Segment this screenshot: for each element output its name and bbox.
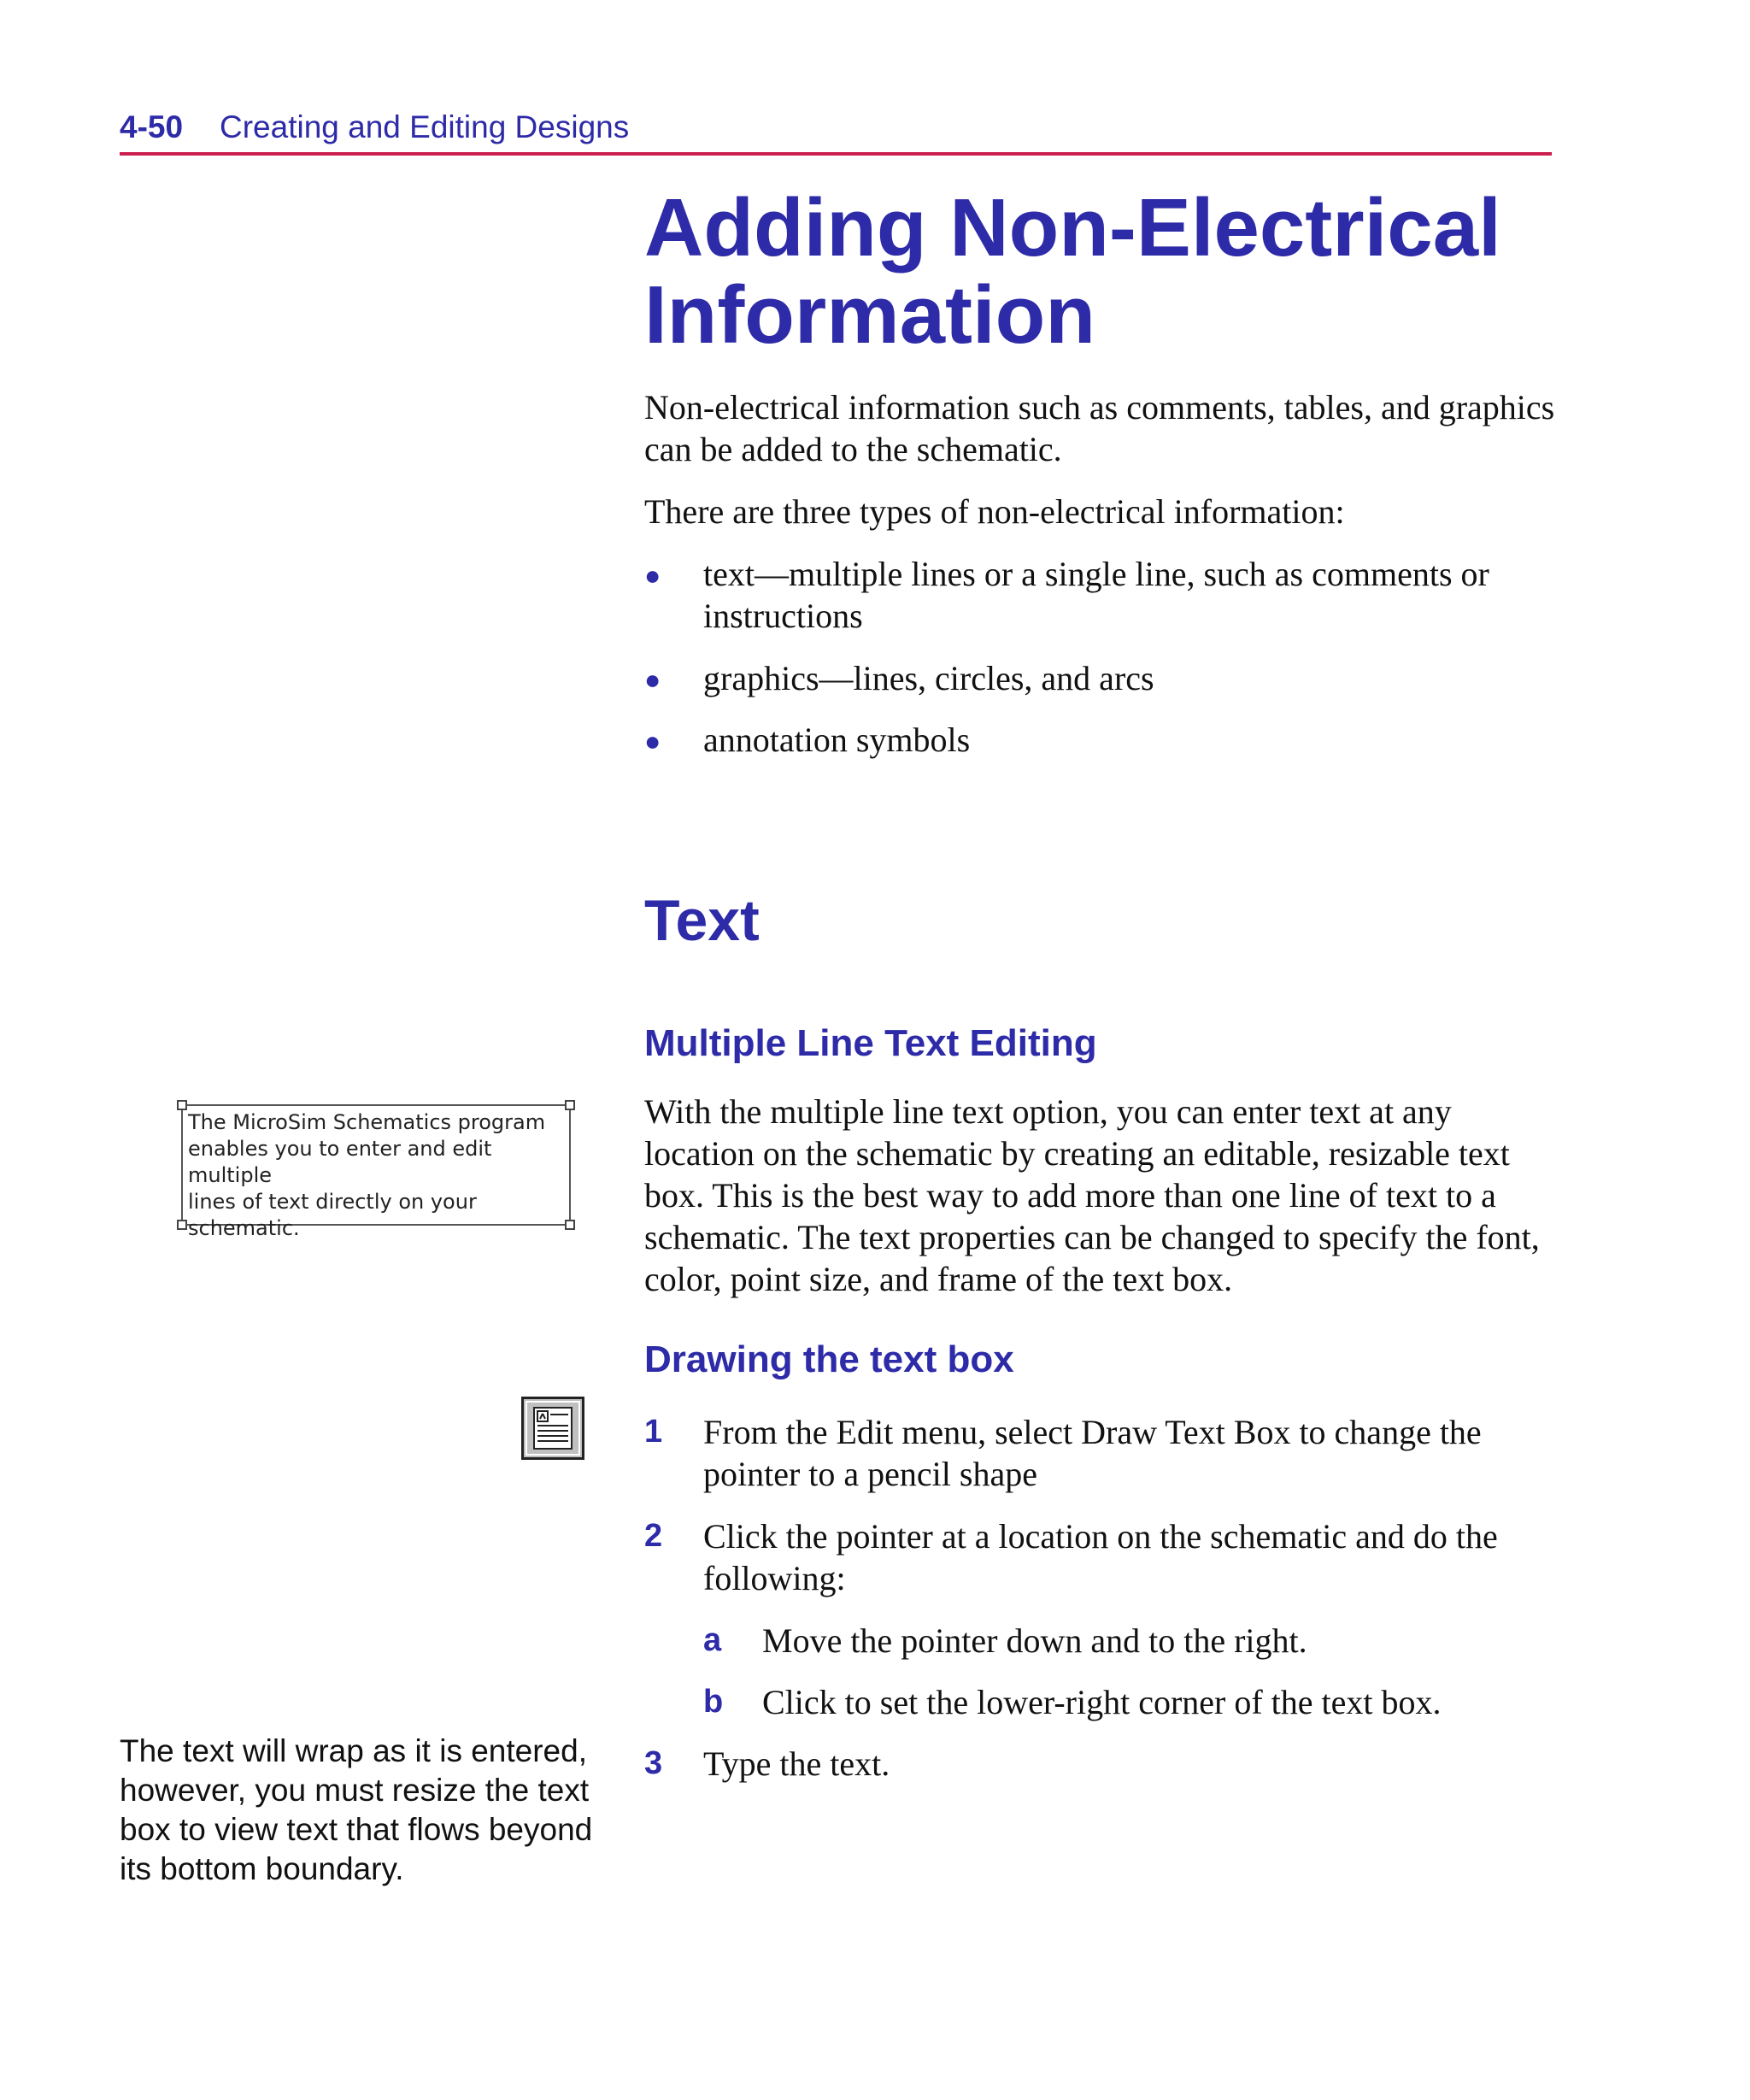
resize-handle-icon <box>177 1100 187 1110</box>
bullet-icon: ● <box>644 726 661 756</box>
multiple-line-paragraph: With the multiple line text option, you can enter text at any location on the schematic by creating an editable, resizable text box. This is the best way to add more than one line of text to a schematic. The text properties can be changed to specify the font, color, point size, and frame of the text box. <box>644 1092 1540 1298</box>
page-header <box>120 104 1552 156</box>
textbox-figure-text: The MicroSim Schematics program enables you to enter and edit multiple lines of text directly on your schematic. <box>188 1110 546 1240</box>
step-number: 1 <box>644 1414 663 1450</box>
chapter-title: Creating and Editing Designs <box>220 109 630 144</box>
resize-handle-icon <box>177 1220 187 1230</box>
step-text: Click to set the lower-right corner of the text box. <box>762 1683 1442 1721</box>
drawing-textbox-heading: Drawing the text box <box>644 1338 1014 1380</box>
text-heading: Text <box>644 888 760 953</box>
bullet-text: graphics—lines, circles, and arcs <box>703 659 1154 697</box>
page-number: 4-50 <box>120 109 184 144</box>
step-number: 2 <box>644 1518 663 1554</box>
step-number: 3 <box>644 1745 663 1781</box>
multiple-line-heading: Multiple Line Text Editing <box>644 1022 1097 1064</box>
step-number: b <box>703 1684 724 1720</box>
section-title <box>644 182 1584 361</box>
bullet-text: text—multiple lines or a single line, such as comments or instructions <box>703 555 1489 635</box>
side-note: The text will wrap as it is entered, however, you must resize the text box to view text that flows beyond its bottom boundary. <box>120 1733 593 1886</box>
bullet-icon: ● <box>644 560 661 591</box>
types-intro: There are three types of non-electrical information: <box>644 492 1345 531</box>
intro-paragraph: Non-electrical information such as comments, tables, and graphics can be added to the schematic. <box>644 388 1555 468</box>
textbox-figure <box>181 1104 571 1240</box>
step-number: a <box>703 1622 722 1658</box>
bullet-text: annotation symbols <box>703 721 971 759</box>
step-text: Move the pointer down and to the right. <box>762 1621 1307 1660</box>
section-title-line1: Adding Non-Electrical <box>644 182 1501 274</box>
step-text: From the Edit menu, select Draw Text Box to change the pointer to a pencil shape <box>703 1413 1482 1493</box>
step-text: Type the text. <box>703 1744 890 1783</box>
section-title-line2: Information <box>644 269 1095 361</box>
step-text: Click the pointer at a location on the schematic and do the following: <box>703 1517 1498 1597</box>
draw-text-box-icon <box>521 1397 584 1460</box>
bullet-icon: ● <box>644 664 661 695</box>
